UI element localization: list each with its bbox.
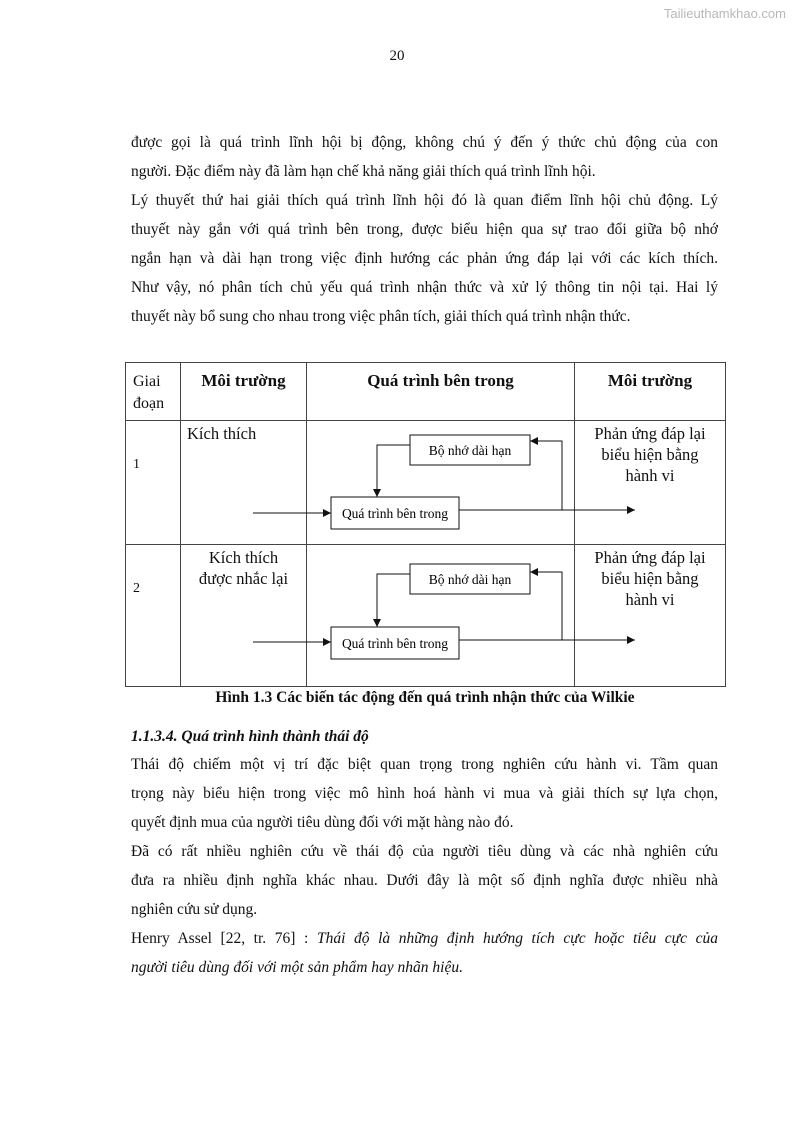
- citation-quote: Thái độ là những định hướng tích cực hoặc tiêu cực của: [316, 930, 718, 947]
- paragraph-line: Lý thuyết thứ hai giải thích quá trình lĩnh hội đó là quan điểm lĩnh hội chủ động. Lý: [131, 192, 718, 209]
- citation-line: [131, 924, 718, 953]
- paragraph-line: đưa ra nhiều định nghĩa khác nhau. Dưới đây là một số định nghĩa được nhiều nhà: [131, 872, 718, 889]
- response-line: hành vi: [625, 466, 675, 485]
- stimulus-label-line2: được nhắc lại: [198, 569, 289, 588]
- figure-row-2: [126, 545, 726, 687]
- stimulus-cell: [181, 421, 307, 545]
- section-heading: 1.1.3.4. Quá trình hình thành thái độ: [131, 728, 369, 745]
- citation-author: Henry Assel [22, tr. 76] :: [131, 930, 317, 947]
- memory-to-process-arrow: [377, 574, 410, 627]
- response-line: Phản ứng đáp lại: [594, 548, 706, 567]
- paragraph-2: [131, 186, 718, 331]
- response-line: biểu hiện bằng: [601, 445, 699, 464]
- header-stage: [126, 363, 181, 421]
- response-line: Phản ứng đáp lại: [594, 424, 706, 443]
- paragraph-line: Thái độ chiếm một vị trí đặc biệt quan trọng trong nghiên cứu hành vi. Tầm quan: [131, 756, 718, 773]
- header-environment-in: Môi trường: [181, 363, 307, 421]
- paragraph-line: quyết định mua của người tiêu dùng đối với mặt hàng nào đó.: [131, 814, 514, 831]
- page-number: 20: [389, 48, 405, 64]
- paragraph-line: Đã có rất nhiều nghiên cứu về thái độ của người tiêu dùng và các nhà nghiên cứu: [131, 843, 718, 860]
- response-cell: [575, 545, 726, 687]
- paragraph-line: được gọi là quá trình lĩnh hội bị động, không chú ý đến ý thức chủ động của con: [131, 134, 718, 151]
- feedback-arrow: [530, 572, 562, 640]
- figure-header-row: [126, 363, 726, 421]
- stage-cell: [126, 421, 181, 545]
- stage-cell: [126, 545, 181, 687]
- paragraph-line: người. Đặc điểm này đã làm hạn chế khả năng giải thích quá trình lĩnh hội.: [131, 163, 596, 180]
- header-internal-process: Quá trình bên trong: [307, 363, 575, 421]
- paragraph-line: thuyết này gắn với quá trình bên trong, được biểu hiện qua sự trao đổi giữa bộ nhớ: [131, 221, 718, 238]
- figure-row-1: [126, 421, 726, 545]
- paragraph-4: [131, 837, 718, 924]
- feedback-arrow: [530, 441, 562, 510]
- citation-paragraph: [131, 924, 718, 982]
- figure-caption: Hình 1.3 Các biến tác động đến quá trình nhận thức của Wilkie: [215, 689, 635, 706]
- paragraph-1: [131, 128, 718, 186]
- process-box-label: Quá trình bên trong: [341, 636, 449, 651]
- stage-number: 2: [133, 581, 140, 596]
- citation-quote-line2: người tiêu dùng đối với một sản phẩm hay nhãn hiệu.: [131, 959, 463, 976]
- header-stage-line2: đoạn: [133, 395, 165, 412]
- memory-box-label: Bộ nhớ dài hạn: [428, 572, 512, 587]
- header-environment-out: Môi trường: [575, 363, 726, 421]
- memory-to-process-arrow: [377, 445, 410, 497]
- stimulus-label: Kích thích: [187, 424, 257, 443]
- response-line: hành vi: [625, 590, 675, 609]
- diagram-cell: [307, 421, 575, 545]
- stimulus-cell: [181, 545, 307, 687]
- stimulus-label: Kích thích: [208, 548, 279, 567]
- memory-box-label: Bộ nhớ dài hạn: [428, 443, 512, 458]
- paragraph-line: thuyết này bổ sung cho nhau trong việc phân tích, giải thích quá trình nhận thức.: [131, 308, 631, 325]
- diagram-cell: [307, 545, 575, 687]
- watermark: Tailieuthamkhao.com: [663, 6, 786, 21]
- stage-number: 1: [133, 457, 140, 472]
- wilkie-figure-table: [125, 362, 726, 687]
- header-stage-line1: Giai: [133, 373, 161, 390]
- paragraph-line: Như vậy, nó phân tích chủ yếu quá trình nhận thức và xử lý thông tin nội tại. Hai lý: [131, 279, 718, 296]
- paragraph-line: ngắn hạn và dài hạn trong việc định hướng các phản ứng đáp lại với các kích thích.: [131, 250, 718, 267]
- response-cell: [575, 421, 726, 545]
- paragraph-line: nghiên cứu sử dụng.: [131, 901, 258, 918]
- process-box-label: Quá trình bên trong: [341, 506, 449, 521]
- paragraph-line: trọng này biểu hiện trong việc mô hình hoá hành vi mua và giải thích sự lựa chọn,: [131, 785, 718, 802]
- paragraph-3: [131, 750, 718, 837]
- response-line: biểu hiện bằng: [601, 569, 699, 588]
